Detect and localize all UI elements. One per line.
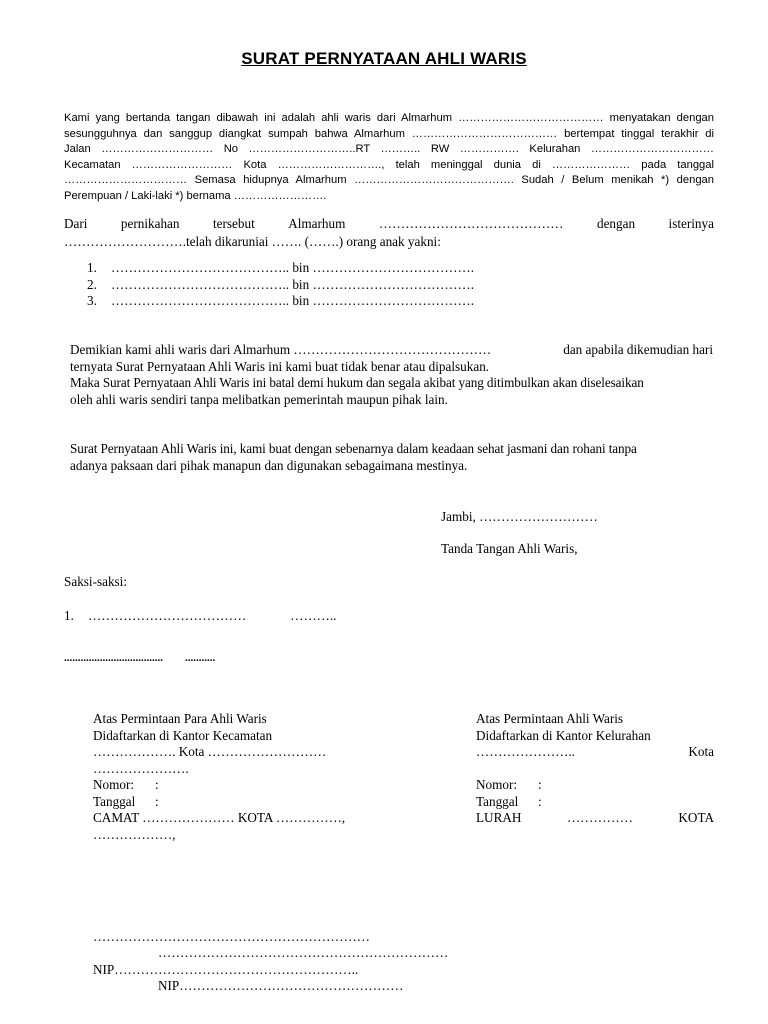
kelurahan-tanggal — [476, 794, 714, 811]
nomor-label: Nomor: — [476, 777, 518, 792]
list-number: 2. — [87, 276, 97, 292]
document-title: SURAT PERNYATAAN AHLI WARIS — [241, 49, 527, 68]
list-text: ………………………………….. bin ………………………………. — [111, 293, 475, 308]
tanggal-colon: : — [538, 793, 542, 809]
kelurahan-line: Didaftarkan di Kantor Kelurahan — [476, 727, 651, 743]
nomor-label: Nomor: — [93, 777, 135, 792]
marriage-word: tersebut — [213, 216, 255, 231]
lurah-label: LURAH — [476, 810, 522, 825]
intro-paragraph — [64, 111, 714, 205]
witness-name-blank: .................................... — [64, 652, 163, 664]
marriage-line-2: ……………………….telah dikaruniai ……. (…….) orang anak yakni: — [64, 234, 441, 249]
camat-line: CAMAT ………………… KOTA ……………, — [93, 810, 346, 825]
intro-line: Jalan ………………………… No ………………………..RT ……….. RW ……………. Kelurahan …………………………… — [64, 143, 714, 156]
lurah-line — [476, 810, 714, 827]
kelurahan-line: Atas Permintaan Ahli Waris — [476, 711, 624, 726]
list-item — [87, 277, 474, 294]
tanggal-label: Tanggal — [476, 793, 519, 809]
list-item — [87, 293, 474, 310]
witness-number: 1. — [64, 608, 74, 623]
witness-name-blank: ……………………………… — [88, 608, 247, 623]
kelurahan-line-3 — [476, 744, 714, 761]
nomor-colon: : — [155, 777, 159, 792]
declaration-line-1 — [70, 342, 713, 359]
witness-item-1 — [64, 608, 336, 624]
list-text: ………………………………….. bin ………………………………. — [111, 260, 475, 275]
marriage-word: isterinya — [668, 216, 714, 231]
marriage-line-1 — [64, 216, 714, 232]
witness-item-2 — [64, 652, 215, 664]
declaration-line: ternyata Surat Pernyataan Ahli Waris ini kami buat tidak benar atau dipalsukan. — [70, 358, 490, 374]
intro-line: Kami yang bertanda tangan dibawah ini adalah ahli waris dari Almarhum ………………………………… menyatakan dengan — [64, 112, 714, 124]
intro-line: Kecamatan ……………………… Kota ………………………., telah meninggal dunia di ………………… pada tanggal — [64, 158, 714, 171]
tanggal-colon: : — [155, 793, 159, 809]
lurah-kota: KOTA — [678, 810, 714, 825]
witness-label: Saksi-saksi: — [64, 574, 128, 589]
kelurahan-kota: Kota — [688, 744, 714, 759]
kecamatan-line: ………………. Kota ……………………… — [93, 744, 327, 759]
marriage-word: Almarhum — [288, 216, 346, 231]
list-item — [87, 260, 474, 277]
kecamatan-line: …………………. — [93, 760, 189, 776]
list-number: 3. — [87, 293, 97, 308]
marriage-word: …………………………………… — [378, 216, 564, 231]
signature-label: Tanda Tangan Ahli Waris, — [441, 541, 578, 556]
lurah-nip: NIP…………………………………………… — [158, 978, 404, 993]
intro-line: Perempuan / Laki-laki *) bernama ……………………. — [64, 189, 327, 202]
declaration-text: Demikian kami ahli waris dari Almarhum ……………………………………… — [70, 342, 492, 357]
lurah-signature-line: ………………………………………………………… — [158, 945, 449, 960]
closing-paragraph — [70, 441, 713, 474]
kelurahan-block — [476, 711, 714, 827]
witness-sign-blank: ........... — [185, 652, 216, 664]
declaration-text: dan apabila dikemudian hari — [563, 342, 713, 357]
list-number: 1. — [87, 260, 97, 275]
tanggal-label: Tanggal — [93, 793, 136, 809]
marriage-word: dengan — [596, 216, 636, 231]
closing-line: Surat Pernyataan Ahli Waris ini, kami buat dengan sebenarnya dalam keadaan sehat jasmani dan rohani tanpa — [70, 441, 637, 456]
intro-line: sesungguhnya dan sanggup diangkat sumpah bahwa Almarhum ………………………………… bertempat tinggal terakhir di — [64, 127, 714, 140]
camat-line-2: ………………, — [93, 826, 176, 842]
intro-line: …………………………… Semasa hidupnya Almarhum ……………………………………. Sudah / Belum menikah *) dengan — [64, 174, 714, 187]
declaration-line: oleh ahli waris sendiri tanpa melibatkan pemerintah maupun pihak lain. — [70, 391, 448, 407]
marriage-paragraph — [64, 216, 714, 250]
kecamatan-tanggal — [93, 794, 363, 811]
marriage-word: Dari — [64, 216, 88, 231]
children-list — [87, 260, 474, 310]
marriage-word: pernikahan — [120, 216, 180, 231]
kecamatan-line: Didaftarkan di Kantor Kecamatan — [93, 727, 273, 743]
kelurahan-nomor — [476, 777, 714, 794]
list-text: ………………………………….. bin ………………………………. — [111, 276, 475, 292]
witness-sign-blank: ……….. — [290, 608, 337, 623]
lurah-dots: …………… — [566, 810, 633, 825]
kecamatan-nomor — [93, 777, 363, 794]
place-date: Jambi, ……………………… — [441, 509, 598, 524]
kecamatan-block — [93, 711, 363, 843]
closing-line: adanya paksaan dari pihak manapun dan digunakan sebagaimana mestinya. — [70, 457, 468, 473]
camat-nip: NIP……………………………………………….. — [93, 962, 359, 977]
camat-signature-line: ……………………………………………………… — [93, 929, 370, 944]
declaration-paragraph — [70, 342, 713, 408]
declaration-line: Maka Surat Pernyataan Ahli Waris ini batal demi hukum dan segala akibat yang ditimbulkan akan diselesaikan — [70, 375, 644, 391]
kecamatan-line: Atas Permintaan Para Ahli Waris — [93, 711, 267, 726]
nomor-colon: : — [538, 777, 542, 792]
kelurahan-dots: ………………….. — [476, 744, 575, 759]
